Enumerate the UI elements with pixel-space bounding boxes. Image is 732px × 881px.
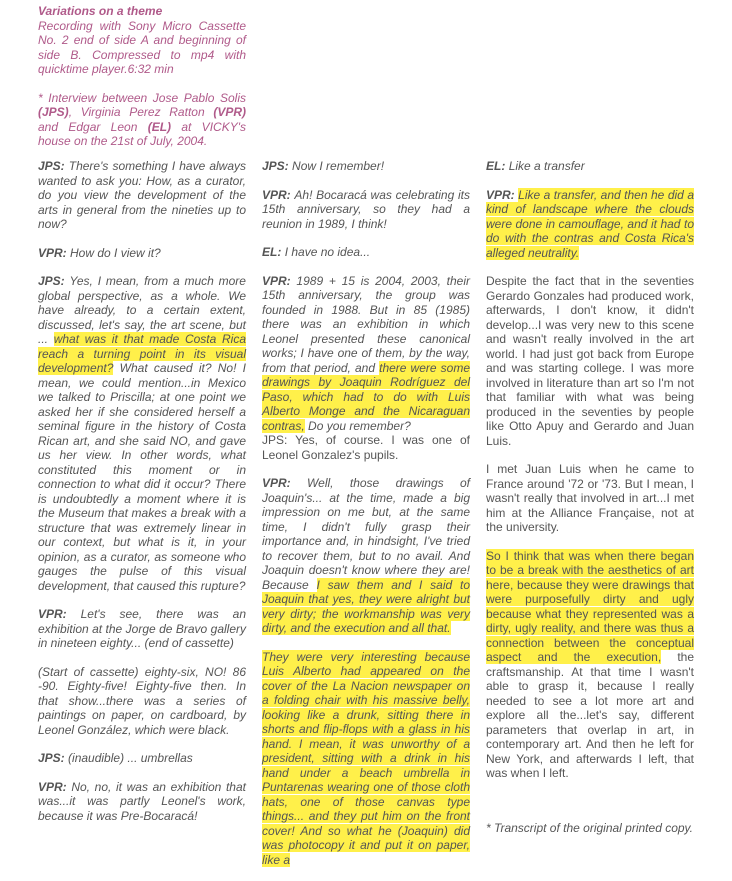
vpr-abbrev: (VPR) (213, 105, 246, 119)
speaker-label: JPS: (38, 751, 65, 765)
paragraph (262, 476, 470, 636)
paragraph (486, 188, 694, 261)
document-header (38, 4, 246, 149)
paragraph-text: the craftsmanship. At that time I wasn't able to grasp it, because I really needed to see a lot more art and explore all the...let's say, different parameters that overlap in art, in contemporary art. And then he left for New York, and afterwards I left, that was when I left. (486, 650, 694, 780)
speaker-label: VPR: (262, 187, 291, 202)
highlighted-text: Like a transfer, and then he did a kind of landscape where the clouds were done in camouflage, and it had to do with the contras and Costa Rica's alleged neutrality. (486, 187, 694, 260)
paragraph (38, 159, 246, 232)
interview-info (38, 91, 246, 149)
paragraph (38, 274, 246, 593)
paragraph (486, 549, 694, 781)
paragraph (486, 159, 694, 174)
speaker-label: VPR: (38, 245, 67, 260)
paragraph (38, 607, 246, 651)
paragraph-text: How do I view it? (70, 245, 161, 260)
paragraph-text: There's something I have always wanted to ask you: How, as a curator, do you view the development of the arts in general from the nineties up to now? (38, 159, 246, 231)
paragraph (262, 274, 470, 434)
highlighted-text: So I think that was when there began to be a break with the aesthetics of art here, because they were drawings that were purposefully dirty and ugly because what they represented was a dirty, ugly reality, and there was thus a connection between the conceptual aspect and the execution, (486, 548, 694, 664)
speaker-label: JPS: (38, 159, 65, 173)
paragraph-text: Like a transfer (508, 159, 585, 173)
paragraph-text: No, no, it was an exhibition that was...it was partly Leonel's work, because it was Pre-Bocaracá! (38, 779, 246, 823)
speaker-label: EL: (486, 159, 506, 173)
paragraph-text: JPS: Yes, of course. I was one of Leonel Gonzalez's pupils. (262, 433, 470, 462)
highlighted-text: They were very interesting because Luis Alberto had appeared on the cover of the La Nacion newspaper on a folding chair with his massive belly, looking like a drunk, sitting there in shorts and flip-flops with a glass in his hand. I mean, it was unworthy of a president, sitting with a drink in his hand under a beach umbrella in Puntarenas wearing one of those cloth hats, one of those canvas type things... and they put him on the front cover! And so what he (Joaquin) did was photocopy it and put it on paper, like a (262, 649, 470, 867)
document-title: Variations on a theme (38, 4, 163, 18)
highlighted-text: there were some drawings by Joaquin Rodríguez del Paso, which had to do with Luis Alberto Monge and the Nicaraguan contras, (262, 360, 470, 433)
speaker-label: EL: (262, 245, 282, 259)
paragraph (486, 462, 694, 535)
transcript-note (486, 821, 694, 836)
speaker-label: JPS: (38, 274, 65, 288)
speaker-label: VPR: (38, 607, 67, 621)
el-abbrev: (EL) (147, 119, 172, 134)
paragraph (262, 245, 470, 260)
highlighted-text: what was it that made Costa Rica reach a turning point in its visual development? (38, 332, 246, 375)
note-text: * Transcript of the original printed copy. (486, 820, 693, 835)
paragraph-text: (inaudible) ... umbrellas (68, 751, 193, 765)
interview-text-a: * Interview between Jose Pablo Solis (38, 90, 246, 105)
column-2 (262, 159, 470, 881)
interview-text-c: and Edgar Leon (38, 119, 138, 134)
paragraph-text: Now I remember! (292, 159, 385, 173)
paragraph (38, 751, 246, 766)
paragraph-text: I met Juan Luis when he came to France around '72 or '73. But I mean, I wasn't really that involved in art...I met him at the Alliance Française, not at the university. (486, 462, 694, 534)
speaker-label: VPR: (486, 187, 515, 202)
interview-text-d: at VICKY's house on the 21st of July, 2004. (38, 119, 246, 148)
paragraph (262, 188, 470, 232)
paragraph (38, 246, 246, 261)
highlighted-text: I saw them and I said to Joaquin that yes, they were alright but very dirty; the workmanship was very dirty, and the execution and all that. (262, 577, 470, 635)
column-1 (38, 159, 246, 837)
paragraph (38, 780, 246, 824)
paragraph-text: I have no idea... (284, 245, 371, 259)
paragraph (38, 665, 246, 738)
interview-text-b: , Virginia Perez Ratton (68, 105, 205, 119)
paragraph (262, 433, 470, 462)
paragraph (486, 274, 694, 448)
speaker-label: JPS: (262, 159, 289, 173)
paragraph-text: What caused it? No! I mean, we could mention...in Mexico we talked to Priscilla; at one point we asked her if she considered herself a seminal figure in the history of Costa Rican art, and she said NO, and gave us her view. In other words, what constituted this moment or in connection to what did it occur? There is undoubtedly a moment where it is the Museum that makes a break with a structure that was extremely linear in our context, but what is it, in your opinion, as a curator, as someone who gauges the pulse of this visual development, that caused this rupture? (38, 361, 246, 593)
paragraph-text: 1989 + 15 is 2004, 2003, their 15th anniversary, the group was founded in 1988. But in 85 (1985) there was an exhibition in which Leonel presented these canonical works; I have one of them, by the way, from that period, and (262, 273, 470, 375)
paragraph-text: Do you remember? (308, 418, 411, 433)
paragraph-text: Well, those drawings of Joaquin's... at the time, made a big impression on me but, at the same time, I didn't fully grasp their importance and, in hindsight, I've tried to recover them, but to no avail. And Joaquin doesn't know where they are! Because (262, 476, 470, 592)
paragraph-text: Yes, I mean, from a much more global perspective, as a whole. We have already, to a certain extent, discussed, let's say, the art scene, but ... (38, 274, 246, 346)
speaker-label: VPR: (38, 779, 67, 794)
column-3 (486, 159, 694, 849)
speaker-label: VPR: (262, 273, 291, 288)
paragraph-text: Ah! Bocaracá was celebrating its 15th anniversary, so they had a reunion in 1989, I think! (262, 187, 470, 231)
paragraph (262, 650, 470, 868)
paragraph (262, 159, 470, 174)
speaker-label: VPR: (262, 476, 291, 490)
paragraph-text: Let's see, there was an exhibition at the Jorge de Bravo gallery in nineteen eighty... (end of cassette) (38, 607, 247, 650)
recording-info: Recording with Sony Micro Cassette No. 2 end of side A and beginning of side B. Compressed to mp4 with quicktime player.6:32 min (38, 18, 246, 76)
paragraph-text: (Start of cassette) eighty-six, NO! 86 -90. Eighty-five! Eighty-five then. In that show...there was a series of paintings on paper, on cardboard, by Leonel González, which were black. (38, 664, 246, 737)
jps-abbrev: (JPS) (38, 105, 69, 119)
paragraph-text: Despite the fact that in the seventies Gerardo Gonzales had produced work, afterwards, I don't know, it didn't develop...I was very new to this scene and wasn't really involved in the art world. I had just got back from Europe and was starting college. I was more involved in literature than art so I'm not that familiar with what was being produced in the seventies by people like Otto Apuy and Gerardo and Juan Luis. (486, 274, 694, 448)
